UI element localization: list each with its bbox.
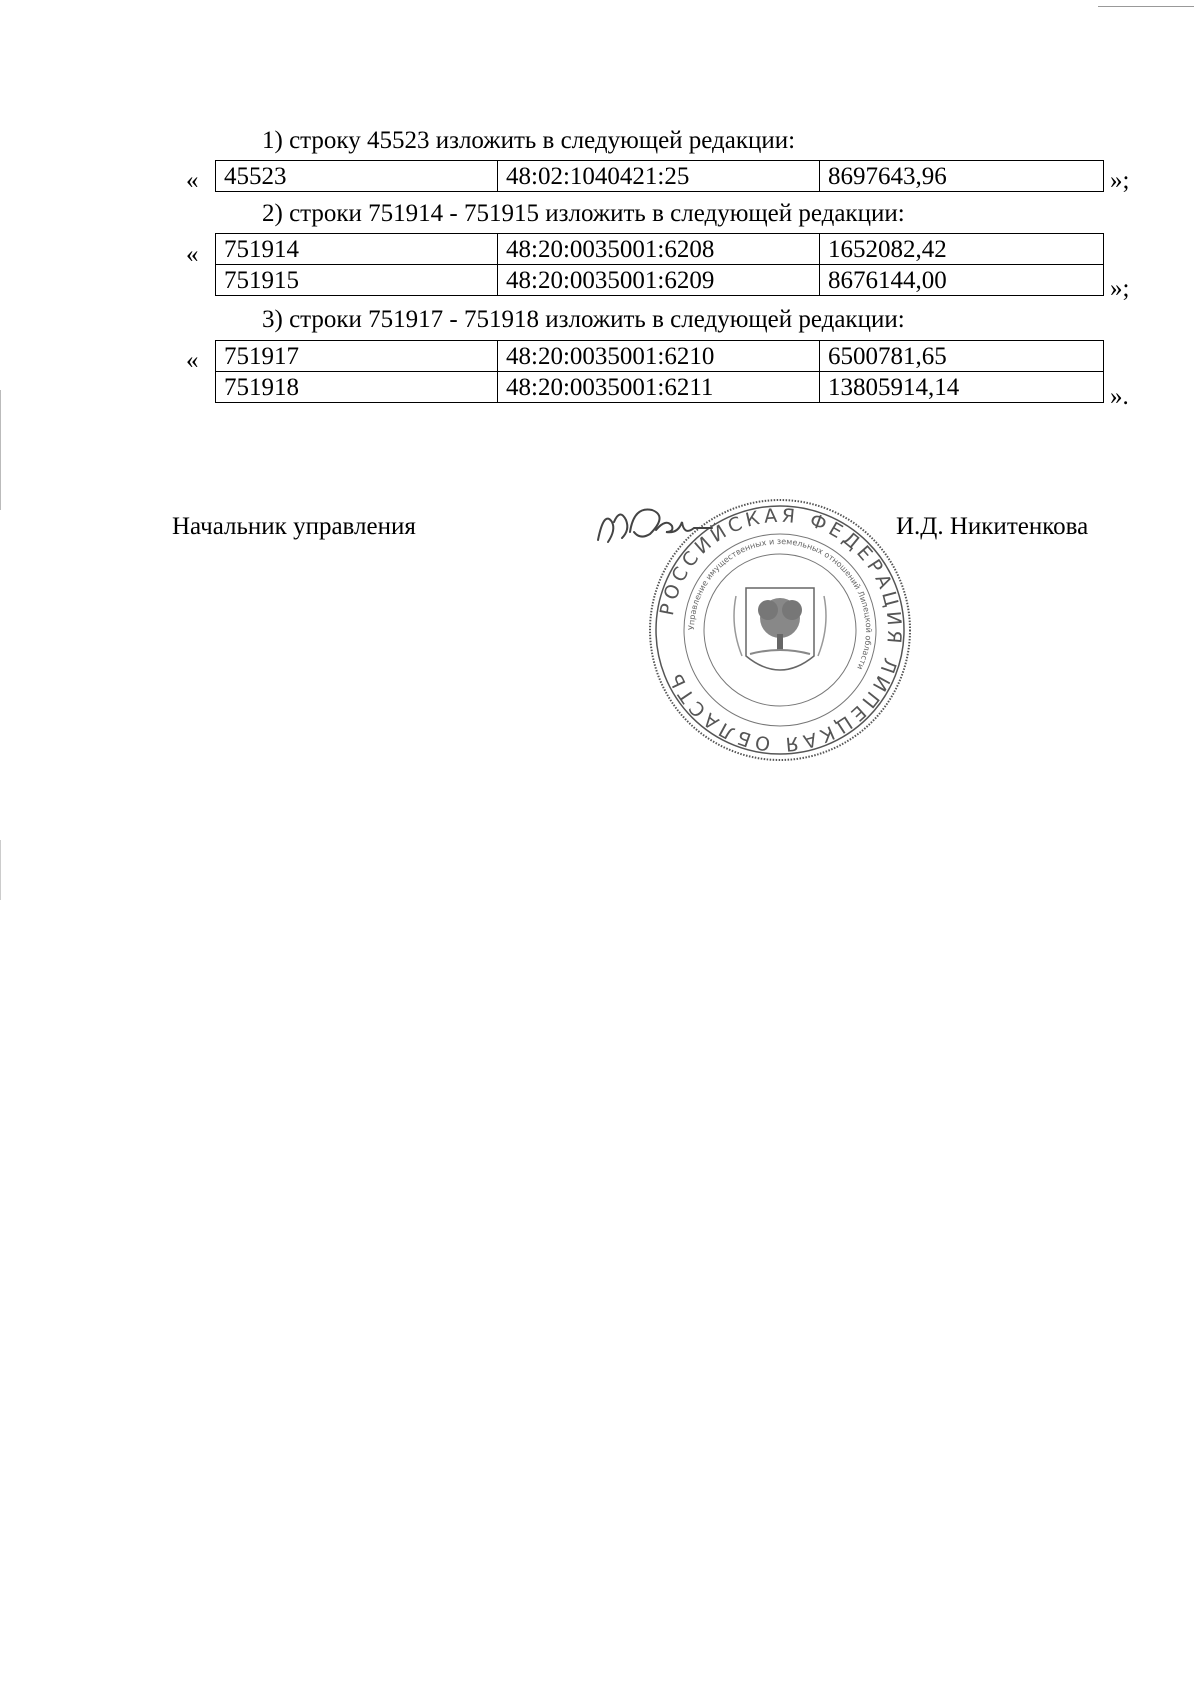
handwritten-signature	[590, 500, 730, 550]
table-row	[216, 234, 1104, 265]
section-2-open-quote: «	[186, 241, 199, 268]
section-1-open-quote: «	[186, 167, 199, 194]
row-number-cell: 751915	[216, 265, 498, 296]
stamp-outer-text: РОССИЙСКАЯ ФЕДЕРАЦИЯ ЛИПЕЦКАЯ ОБЛАСТЬ	[655, 504, 906, 756]
scan-edge-mark	[1098, 6, 1194, 7]
cadastral-number-cell: 48:20:0035001:6208	[498, 234, 820, 265]
cadastral-number-cell: 48:02:1040421:25	[498, 161, 820, 192]
value-cell: 8697643,96	[820, 161, 1104, 192]
row-number-cell: 751914	[216, 234, 498, 265]
table-row	[216, 341, 1104, 372]
value-cell: 8676144,00	[820, 265, 1104, 296]
coat-of-arms-emblem	[734, 588, 826, 670]
cadastral-number-cell: 48:20:0035001:6210	[498, 341, 820, 372]
row-number-cell: 45523	[216, 161, 498, 192]
position-title: Начальник управления	[172, 513, 416, 540]
section-1-heading: 1) строку 45523 изложить в следующей редакции:	[262, 127, 796, 154]
section-2-close-quote: »;	[1110, 275, 1130, 302]
table-row	[216, 265, 1104, 296]
section-3-close-quote: ».	[1110, 383, 1129, 410]
section-2-table	[215, 233, 1104, 296]
value-cell: 6500781,65	[820, 341, 1104, 372]
section-1-table	[215, 160, 1104, 192]
value-cell: 1652082,42	[820, 234, 1104, 265]
section-1-close-quote: »;	[1110, 167, 1130, 194]
value-cell: 13805914,14	[820, 372, 1104, 403]
scan-edge-mark	[0, 840, 1, 900]
cadastral-number-cell: 48:20:0035001:6211	[498, 372, 820, 403]
scan-edge-mark	[0, 390, 1, 510]
signer-name: И.Д. Никитенкова	[896, 513, 1089, 540]
row-number-cell: 751917	[216, 341, 498, 372]
table-row	[216, 161, 1104, 192]
section-3-heading: 3) строки 751917 - 751918 изложить в следующей редакции:	[262, 306, 905, 333]
section-3-table	[215, 340, 1104, 403]
stamp-inner-text: Управление имущественных и земельных отношений Липецкой области	[686, 536, 874, 672]
row-number-cell: 751918	[216, 372, 498, 403]
cadastral-number-cell: 48:20:0035001:6209	[498, 265, 820, 296]
section-2-heading: 2) строки 751914 - 751915 изложить в следующей редакции:	[262, 200, 905, 227]
table-row	[216, 372, 1104, 403]
section-3-open-quote: «	[186, 347, 199, 374]
